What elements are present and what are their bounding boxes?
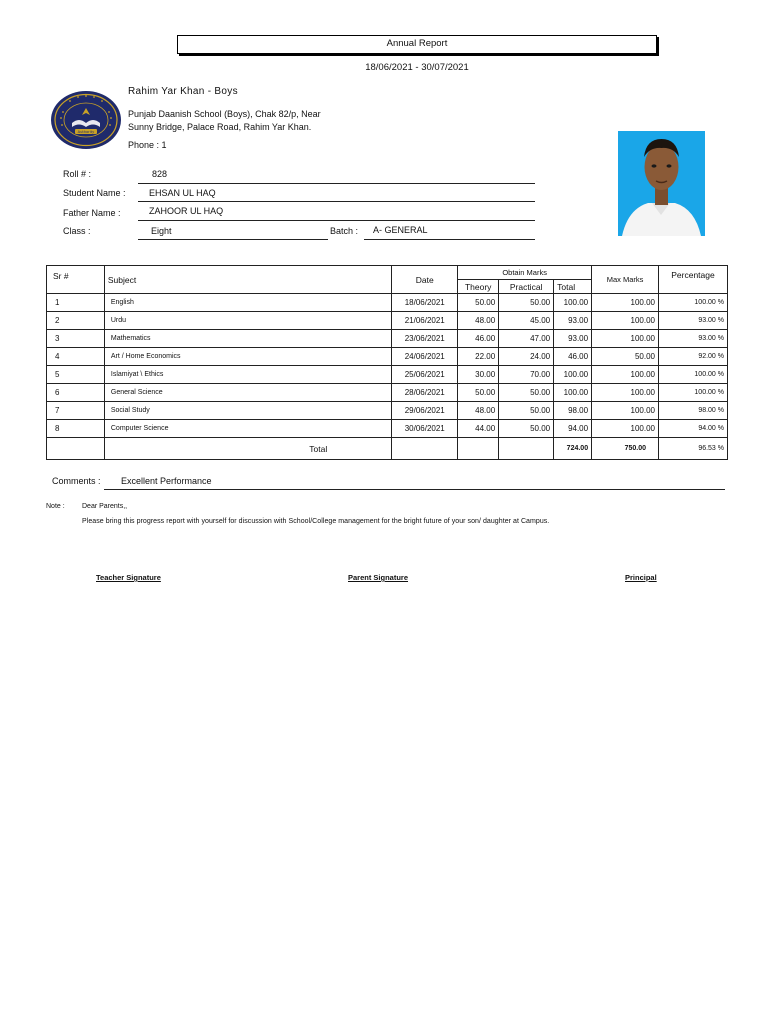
obtain-marks-header: Obtain Marks (458, 266, 592, 280)
row-max: 100.00 (592, 366, 659, 384)
row-theory: 22.00 (458, 348, 499, 366)
school-address: Punjab Daanish School (Boys), Chak 82/p, Near Sunny Bridge, Palace Road, Rahim Yar Khan. (128, 109, 321, 132)
student-name-value: EHSAN UL HAQ (149, 188, 216, 198)
roll-label: Roll # : (63, 169, 92, 179)
row-subject: Mathematics (104, 330, 391, 348)
percentage-header: Percentage (659, 266, 728, 294)
batch-label: Batch : (330, 226, 359, 236)
row-date: 23/06/2021 (392, 330, 458, 348)
row-date: 25/06/2021 (392, 366, 458, 384)
table-row (47, 366, 728, 384)
row-percentage: 94.00 % (659, 420, 728, 438)
row-practical: 50.00 (499, 420, 554, 438)
row-sr: 4 (47, 348, 105, 366)
roll-value: 828 (152, 169, 168, 179)
note-label: Note : (46, 503, 65, 510)
row-practical: 50.00 (499, 294, 554, 312)
row-subject: General Science (104, 384, 391, 402)
row-date: 30/06/2021 (392, 420, 458, 438)
row-total: 93.00 (554, 330, 592, 348)
row-percentage: 93.00 % (659, 312, 728, 330)
max-marks-header: Max Marks (592, 266, 659, 294)
total-empty-cell (47, 438, 105, 460)
row-theory: 50.00 (458, 384, 499, 402)
teacher-signature: Teacher Signature (96, 573, 161, 582)
theory-header: Theory (458, 280, 499, 294)
comments-label: Comments : (52, 476, 101, 486)
batch-value: A- GENERAL (373, 225, 428, 235)
table-row (47, 330, 728, 348)
table-row (47, 348, 728, 366)
row-total: 93.00 (554, 312, 592, 330)
table-row (47, 312, 728, 330)
row-total: 46.00 (554, 348, 592, 366)
row-total: 94.00 (554, 420, 592, 438)
row-date: 24/06/2021 (392, 348, 458, 366)
school-name: Rahim Yar Khan - Boys (128, 86, 238, 97)
student-name-underline (138, 201, 535, 202)
class-underline (138, 239, 328, 240)
row-percentage: 100.00 % (659, 294, 728, 312)
row-theory: 48.00 (458, 312, 499, 330)
row-practical: 47.00 (499, 330, 554, 348)
row-sr: 2 (47, 312, 105, 330)
row-sr: 3 (47, 330, 105, 348)
grand-total: 724.00 (554, 438, 592, 460)
total-label: Total (104, 438, 391, 460)
parent-signature: Parent Signature (348, 573, 409, 582)
row-percentage: 100.00 % (659, 366, 728, 384)
table-row (47, 384, 728, 402)
note-message: Please bring this progress report with yourself for discussion with School/College management for the bright future of your son/ daughter at Campus. (82, 518, 550, 525)
father-name-underline (138, 220, 535, 221)
school-phone: Phone : 1 (128, 140, 167, 150)
row-subject: English (104, 294, 391, 312)
note-greeting: Dear Parents,, (82, 503, 128, 510)
report-date-range: 18/06/2021 - 30/07/2021 (365, 62, 469, 73)
row-total: 100.00 (554, 366, 592, 384)
row-date: 28/06/2021 (392, 384, 458, 402)
row-sr: 6 (47, 384, 105, 402)
row-max: 100.00 (592, 384, 659, 402)
row-date: 18/06/2021 (392, 294, 458, 312)
total-empty-cell (499, 438, 554, 460)
row-max: 100.00 (592, 420, 659, 438)
row-percentage: 100.00 % (659, 384, 728, 402)
row-subject: Art / Home Economics (104, 348, 391, 366)
row-total: 100.00 (554, 384, 592, 402)
row-percentage: 98.00 % (659, 402, 728, 420)
total-empty-cell (392, 438, 458, 460)
table-row (47, 294, 728, 312)
father-name-value: ZAHOOR UL HAQ (149, 206, 224, 216)
row-subject: Urdu (104, 312, 391, 330)
row-theory: 48.00 (458, 402, 499, 420)
class-label: Class : (63, 226, 91, 236)
grand-percentage: 96.53 % (659, 438, 728, 460)
row-subject: Computer Science (104, 420, 391, 438)
subject-header: Subject (104, 266, 391, 294)
comments-value: Excellent Performance (121, 476, 212, 486)
row-max: 100.00 (592, 330, 659, 348)
roll-underline (138, 183, 535, 184)
row-date: 21/06/2021 (392, 312, 458, 330)
batch-underline (364, 239, 535, 240)
grand-max: 750.00 (592, 438, 659, 460)
row-theory: 46.00 (458, 330, 499, 348)
logo-text: Authority (77, 130, 95, 134)
practical-header: Practical (499, 280, 554, 294)
school-logo (50, 90, 122, 150)
principal-signature: Principal (625, 573, 657, 582)
row-sr: 8 (47, 420, 105, 438)
row-max: 100.00 (592, 312, 659, 330)
row-total: 100.00 (554, 294, 592, 312)
row-max: 50.00 (592, 348, 659, 366)
row-max: 100.00 (592, 402, 659, 420)
row-theory: 44.00 (458, 420, 499, 438)
row-theory: 30.00 (458, 366, 499, 384)
row-sr: 1 (47, 294, 105, 312)
row-theory: 50.00 (458, 294, 499, 312)
date-header: Date (392, 266, 458, 294)
row-sr: 5 (47, 366, 105, 384)
row-max: 100.00 (592, 294, 659, 312)
father-name-label: Father Name : (63, 208, 121, 218)
row-percentage: 93.00 % (659, 330, 728, 348)
comments-underline (104, 489, 725, 490)
row-practical: 50.00 (499, 402, 554, 420)
class-value: Eight (151, 226, 172, 236)
row-practical: 24.00 (499, 348, 554, 366)
total-empty-cell (458, 438, 499, 460)
table-row (47, 402, 728, 420)
row-percentage: 92.00 % (659, 348, 728, 366)
report-title: Annual Report (177, 35, 657, 54)
row-total: 98.00 (554, 402, 592, 420)
row-practical: 50.00 (499, 384, 554, 402)
sr-header: Sr # (47, 266, 105, 294)
row-subject: Social Study (104, 402, 391, 420)
row-sr: 7 (47, 402, 105, 420)
total-header: Total (554, 280, 592, 294)
row-date: 29/06/2021 (392, 402, 458, 420)
table-row (47, 420, 728, 438)
student-name-label: Student Name : (63, 188, 126, 198)
row-practical: 45.00 (499, 312, 554, 330)
row-subject: Islamiyat \ Ethics (104, 366, 391, 384)
student-photo (618, 131, 705, 236)
table-total-row (47, 438, 728, 460)
marks-table (46, 265, 728, 460)
row-practical: 70.00 (499, 366, 554, 384)
